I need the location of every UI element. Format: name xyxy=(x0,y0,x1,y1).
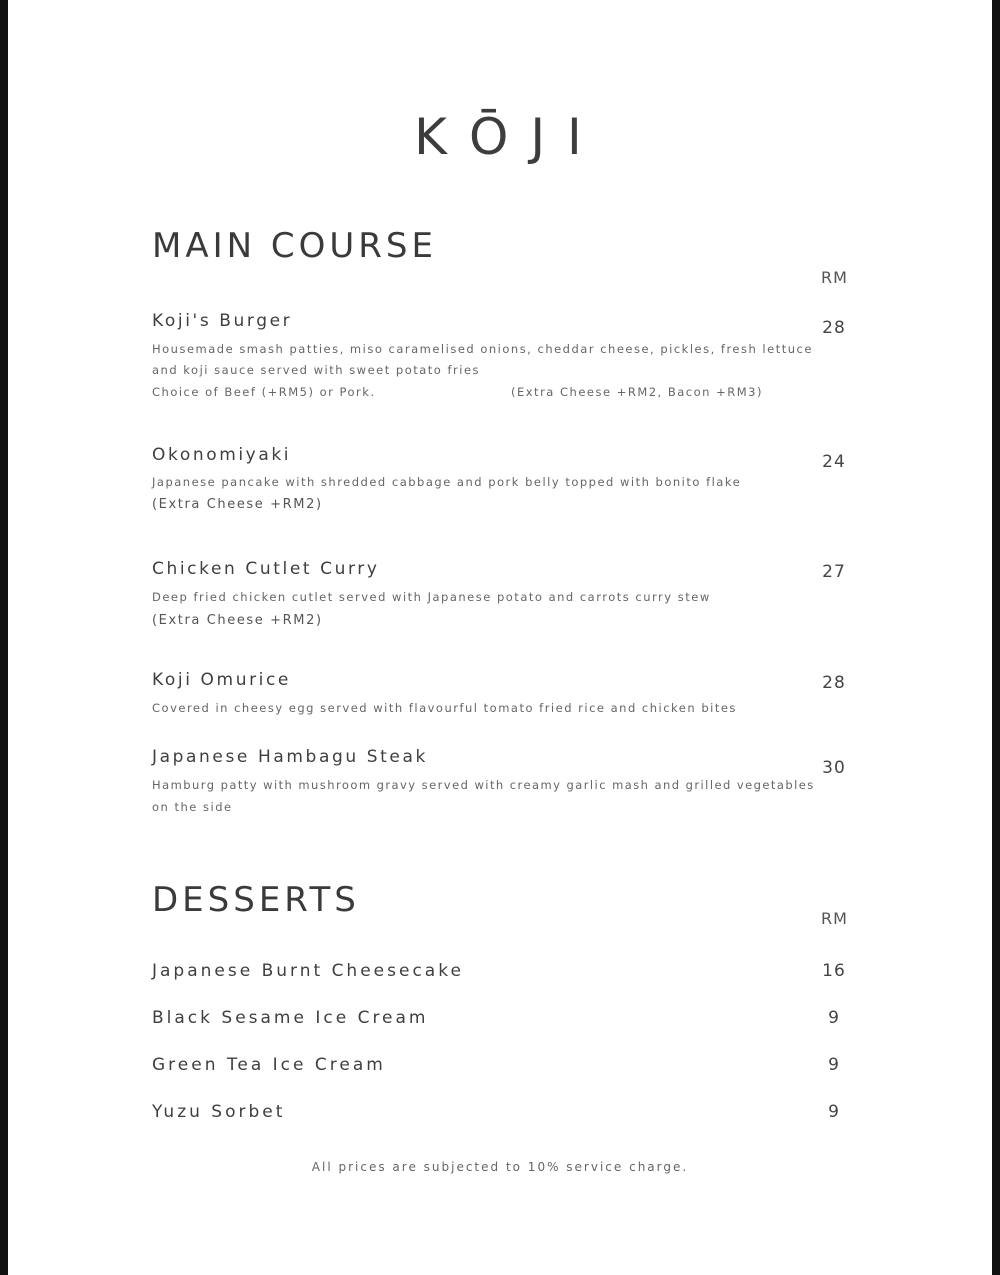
menu-item-name: Chicken Cutlet Curry xyxy=(152,559,380,579)
menu-item-name: Okonomiyaki xyxy=(152,445,292,465)
menu-item-price: 27 xyxy=(822,562,846,582)
menu-item-price: 28 xyxy=(822,318,846,338)
brand-logo-text: KŌJI xyxy=(414,108,604,166)
menu-item-description: on the side xyxy=(152,800,233,814)
dessert-item-name: Black Sesame Ice Cream xyxy=(152,1008,429,1028)
menu-item-description: and koji sauce served with sweet potato fries xyxy=(152,363,481,377)
dessert-item-price: 16 xyxy=(822,961,846,981)
menu-item-description: Deep fried chicken cutlet served with Japanese potato and carrots curry stew xyxy=(152,590,711,604)
dessert-item-name: Green Tea Ice Cream xyxy=(152,1055,386,1075)
menu-item-extra: (Extra Cheese +RM2) xyxy=(152,613,323,628)
desserts-title: DESSERTS xyxy=(152,880,360,920)
menu-item-price: 24 xyxy=(822,452,846,472)
menu-item-description: Covered in cheesy egg served with flavourful tomato fried rice and chicken bites xyxy=(152,701,737,715)
menu-item-description: Japanese pancake with shredded cabbage and pork belly topped with bonito flake xyxy=(152,475,742,489)
main-course-currency: RM xyxy=(821,268,848,287)
desserts-currency: RM xyxy=(821,909,848,928)
service-charge-note: All prices are subjected to 10% service charge. xyxy=(311,1160,689,1174)
dessert-item-price: 9 xyxy=(828,1008,840,1028)
menu-page xyxy=(8,0,992,1275)
menu-item-price: 28 xyxy=(822,673,846,693)
dessert-item-name: Yuzu Sorbet xyxy=(152,1102,286,1122)
dessert-item-price: 9 xyxy=(828,1055,840,1075)
main-course-title: MAIN COURSE xyxy=(152,226,437,266)
menu-item-name: Koji Omurice xyxy=(152,670,291,690)
menu-item-name: Japanese Hambagu Steak xyxy=(152,747,428,767)
dessert-item-price: 9 xyxy=(828,1102,840,1122)
menu-item-choice: Choice of Beef (+RM5) or Pork. xyxy=(152,385,376,399)
menu-item-description: Hamburg patty with mushroom gravy served with creamy garlic mash and grilled vegetables xyxy=(152,778,815,792)
menu-item-description: Housemade smash patties, miso caramelised onions, cheddar cheese, pickles, fresh lettuce xyxy=(152,342,813,356)
menu-item-extra: (Extra Cheese +RM2) xyxy=(152,497,323,512)
menu-item-name: Koji's Burger xyxy=(152,311,293,331)
dessert-item-name: Japanese Burnt Cheesecake xyxy=(152,961,464,981)
menu-item-price: 30 xyxy=(822,758,846,778)
menu-item-extra: (Extra Cheese +RM2, Bacon +RM3) xyxy=(511,385,763,399)
